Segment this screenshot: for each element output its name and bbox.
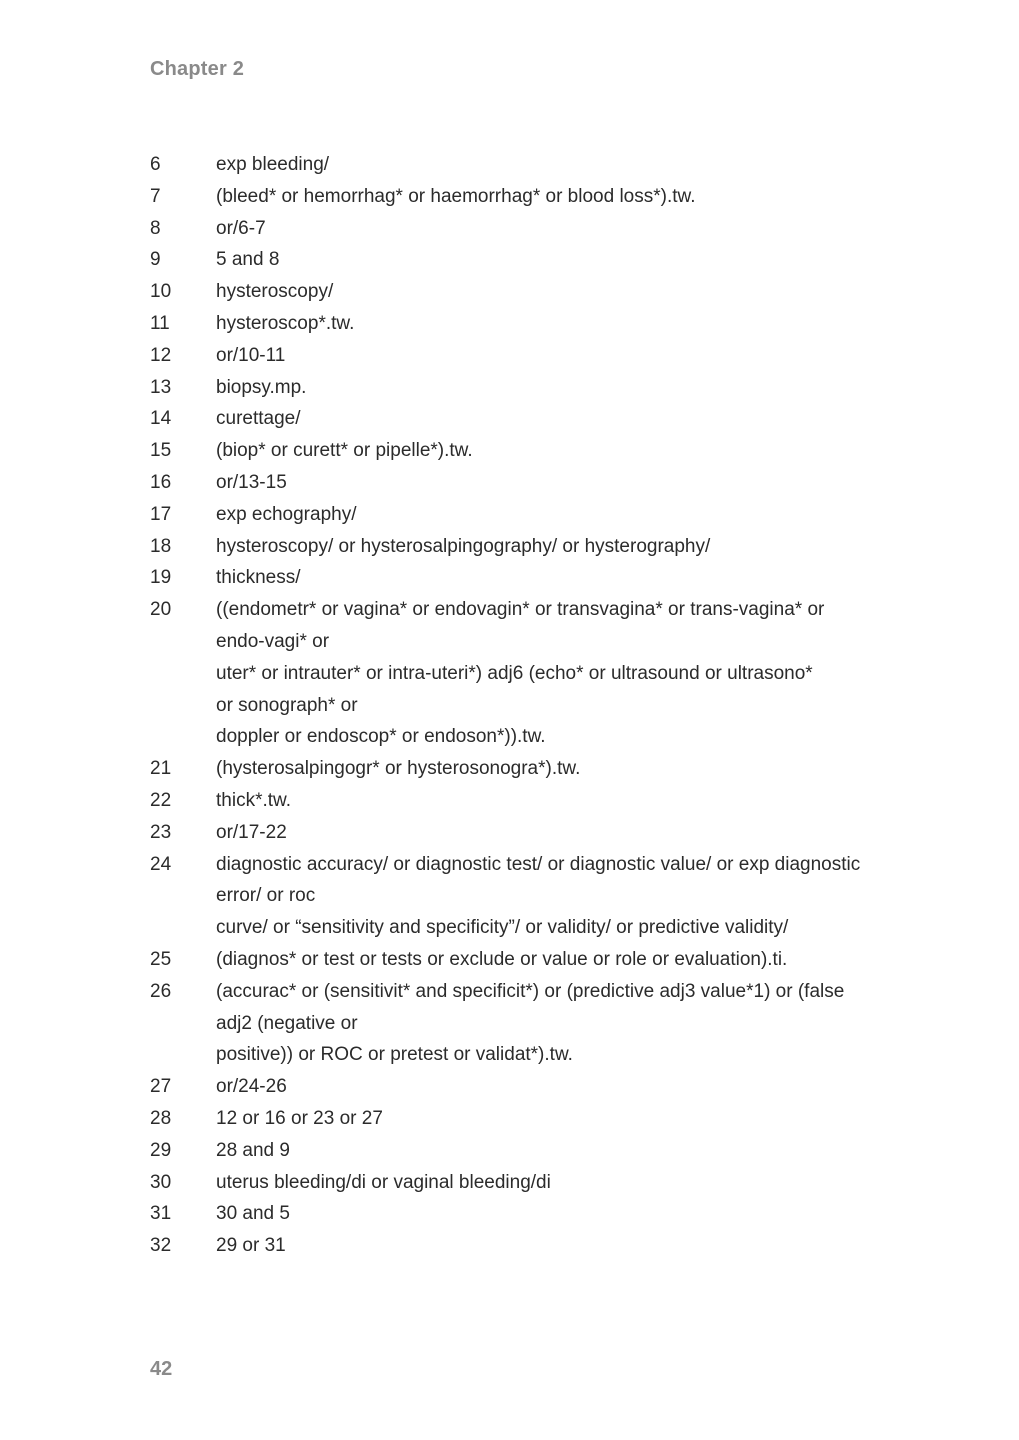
search-query: [216, 1198, 880, 1230]
search-line: [150, 1135, 880, 1167]
search-line: [150, 1167, 880, 1199]
line-number: 13: [150, 376, 172, 398]
query-line: uterus bleeding/di or vaginal bleeding/di: [216, 1171, 551, 1193]
search-query: [216, 562, 880, 594]
search-query: [216, 1103, 880, 1135]
line-number: 9: [150, 249, 161, 271]
search-line: [150, 308, 880, 340]
line-number: 21: [150, 758, 172, 780]
line-number: 31: [150, 1203, 172, 1225]
line-number: 30: [150, 1171, 172, 1193]
query-line: (hysterosalpingogr* or hysterosonogra*).tw.: [216, 758, 581, 780]
search-line: [150, 531, 880, 563]
search-query: [216, 340, 880, 372]
search-line: [150, 1230, 880, 1262]
search-line: [150, 562, 880, 594]
query-line: or/6-7: [216, 217, 266, 239]
search-line: [150, 1071, 880, 1103]
search-query: [216, 213, 880, 245]
query-line: 12 or 16 or 23 or 27: [216, 1107, 383, 1129]
query-line: ((endometr* or vagina* or endovagin* or transvagina* or trans-vagina* or: [216, 599, 825, 621]
query-line: 28 and 9: [216, 1139, 290, 1161]
search-query: [216, 276, 880, 308]
line-number: 28: [150, 1107, 172, 1129]
line-number: 22: [150, 789, 172, 811]
query-line: or sonograph* or: [216, 694, 358, 716]
line-number: 27: [150, 1076, 172, 1098]
search-line: [150, 1103, 880, 1135]
search-query: [216, 308, 880, 340]
search-query: [216, 976, 880, 1071]
search-line: [150, 244, 880, 276]
search-line: [150, 213, 880, 245]
line-number: 32: [150, 1235, 172, 1257]
search-query: [216, 531, 880, 563]
search-query: [216, 467, 880, 499]
search-line: [150, 753, 880, 785]
query-line: biopsy.mp.: [216, 376, 307, 398]
query-line: error/ or roc: [216, 885, 316, 907]
query-line: diagnostic accuracy/ or diagnostic test/ or diagnostic value/ or exp diagnostic: [216, 853, 861, 875]
search-line: [150, 435, 880, 467]
search-line: [150, 499, 880, 531]
search-query: [216, 403, 880, 435]
search-query: [216, 1071, 880, 1103]
search-line: [150, 594, 880, 753]
search-query: [216, 1135, 880, 1167]
search-query: [216, 435, 880, 467]
search-line: [150, 403, 880, 435]
search-query: [216, 372, 880, 404]
search-query: [216, 181, 880, 213]
query-line: 30 and 5: [216, 1203, 290, 1225]
line-number: 8: [150, 217, 161, 239]
line-number: 18: [150, 535, 172, 557]
line-number: 14: [150, 408, 172, 430]
search-line: [150, 467, 880, 499]
search-line: [150, 181, 880, 213]
line-number: 29: [150, 1139, 172, 1161]
line-number: 25: [150, 948, 172, 970]
query-line: thickness/: [216, 567, 301, 589]
query-line: or/13-15: [216, 471, 287, 493]
search-line: [150, 372, 880, 404]
line-number: 20: [150, 599, 172, 621]
query-line: (bleed* or hemorrhag* or haemorrhag* or blood loss*).tw.: [216, 185, 696, 207]
query-line: endo-vagi* or: [216, 630, 330, 652]
search-query: [216, 849, 880, 944]
search-query: [216, 1230, 880, 1262]
chapter-running-head: Chapter 2: [150, 58, 245, 80]
search-line: [150, 276, 880, 308]
query-line: exp echography/: [216, 503, 357, 525]
search-line: [150, 817, 880, 849]
search-query: [216, 1167, 880, 1199]
search-query: [216, 785, 880, 817]
search-query: [216, 817, 880, 849]
query-line: 5 and 8: [216, 249, 280, 271]
line-number: 19: [150, 567, 172, 589]
line-number: 7: [150, 185, 161, 207]
query-line: curve/ or “sensitivity and specificity”/ or validity/ or predictive validity/: [216, 917, 789, 939]
query-line: or/17-22: [216, 821, 287, 843]
line-number: 15: [150, 440, 172, 462]
search-query: [216, 499, 880, 531]
line-number: 24: [150, 853, 172, 875]
query-line: hysteroscop*.tw.: [216, 312, 355, 334]
query-line: uter* or intrauter* or intra-uteri*) adj6 (echo* or ultrasound or ultrasono*: [216, 662, 813, 684]
query-line: or/10-11: [216, 344, 286, 366]
query-line: (accurac* or (sensitivit* and specificit*) or (predictive adj3 value*1) or (false: [216, 980, 845, 1002]
search-line: [150, 849, 880, 944]
search-line: [150, 976, 880, 1071]
line-number: 11: [150, 312, 170, 334]
search-query: [216, 944, 880, 976]
line-number: 23: [150, 821, 172, 843]
line-number: 10: [150, 281, 172, 303]
search-query: [216, 149, 880, 181]
line-number: 12: [150, 344, 172, 366]
search-line: [150, 340, 880, 372]
search-strategy-list: [150, 149, 880, 1262]
query-line: (diagnos* or test or tests or exclude or value or role or evaluation).ti.: [216, 948, 788, 970]
search-query: [216, 594, 880, 753]
page-number: 42: [150, 1358, 173, 1380]
query-line: hysteroscopy/ or hysterosalpingography/ or hysterography/: [216, 535, 711, 557]
query-line: positive)) or ROC or pretest or validat*).tw.: [216, 1044, 573, 1066]
query-line: doppler or endoscop* or endoson*)).tw.: [216, 726, 546, 748]
query-line: 29 or 31: [216, 1235, 286, 1257]
search-line: [150, 944, 880, 976]
search-line: [150, 785, 880, 817]
search-query: [216, 753, 880, 785]
line-number: 17: [150, 503, 172, 525]
line-number: 6: [150, 154, 161, 175]
query-line: or/24-26: [216, 1076, 287, 1098]
query-line: curettage/: [216, 408, 301, 430]
search-line: [150, 149, 880, 181]
search-line: [150, 1198, 880, 1230]
query-line: exp bleeding/: [216, 154, 330, 175]
search-query: [216, 244, 880, 276]
query-line: (biop* or curett* or pipelle*).tw.: [216, 440, 473, 462]
line-number: 16: [150, 471, 172, 493]
query-line: adj2 (negative or: [216, 1012, 358, 1034]
query-line: thick*.tw.: [216, 789, 291, 811]
query-line: hysteroscopy/: [216, 281, 334, 303]
line-number: 26: [150, 980, 172, 1002]
